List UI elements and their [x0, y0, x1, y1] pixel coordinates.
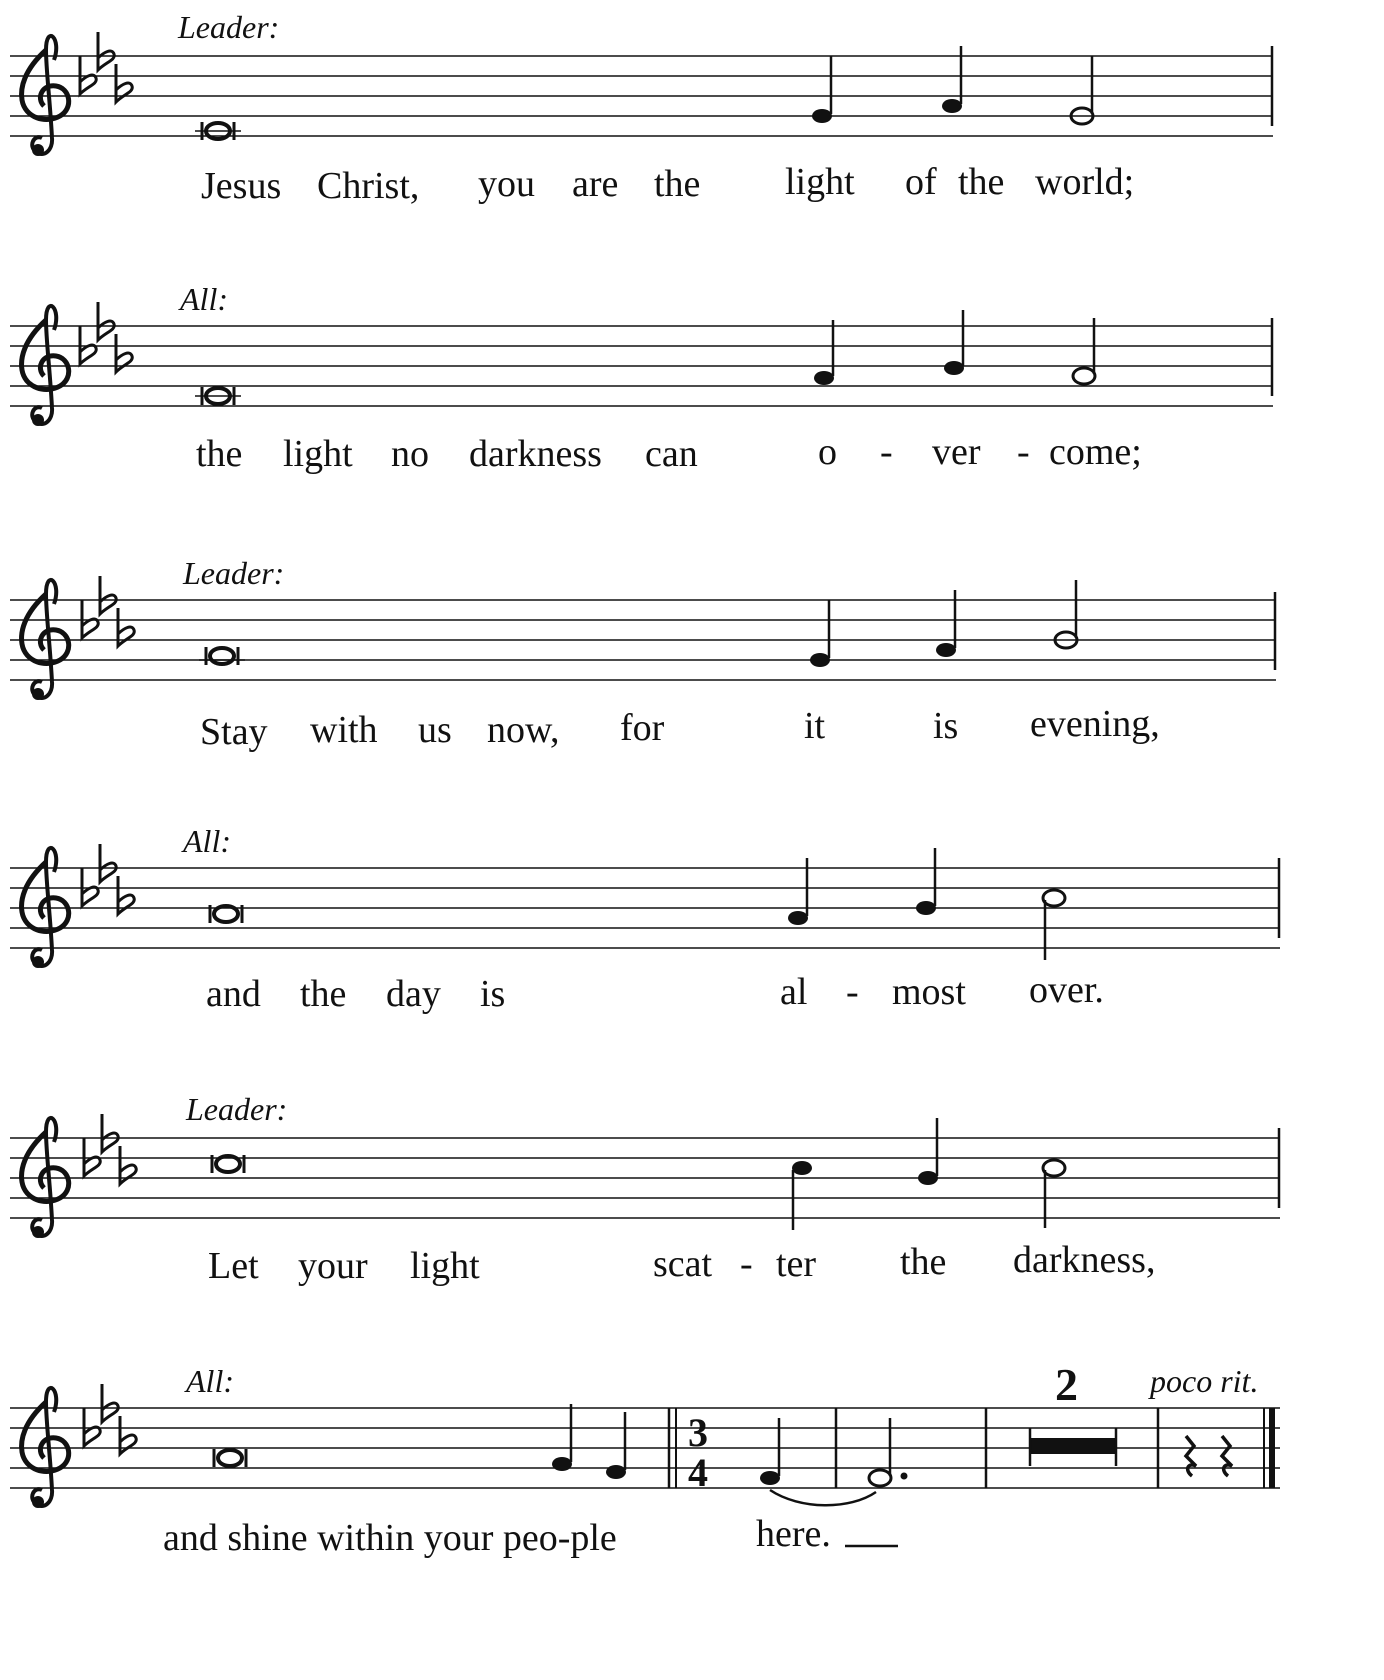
lyric-word: it	[804, 705, 826, 747]
lyrics	[200, 703, 1160, 753]
lyric-word: over.	[1029, 969, 1104, 1011]
lyrics	[206, 969, 1104, 1015]
lyric-word: with	[310, 709, 378, 751]
lyric-word: the	[958, 161, 1005, 203]
lyric-word: and	[206, 973, 261, 1015]
key-signature	[84, 1114, 136, 1184]
speaker-label: All:	[183, 823, 231, 859]
note-quarter	[606, 1412, 626, 1479]
system-2	[10, 281, 1273, 475]
lyric-syllable: scat	[653, 1243, 713, 1285]
lyric-word: here.	[756, 1513, 831, 1555]
note-quarter	[792, 1161, 812, 1230]
lyric-word: light	[410, 1245, 480, 1287]
system-6	[10, 1359, 1280, 1559]
tie	[770, 1490, 876, 1505]
lyric-line: and shine within your peo-ple	[163, 1517, 617, 1559]
lyric-word: day	[386, 973, 441, 1015]
lyric-word: the	[196, 433, 243, 475]
system-5	[10, 1091, 1280, 1287]
hyphen: -	[880, 431, 893, 473]
key-signature	[82, 576, 134, 646]
hyphen: -	[1017, 431, 1030, 473]
time-signature-top: 3	[688, 1410, 708, 1455]
lyric-word: darkness	[469, 433, 602, 475]
key-signature	[80, 302, 132, 372]
multirest-count: 2	[1055, 1359, 1078, 1410]
lyric-word: you	[478, 163, 535, 205]
note-quarter	[812, 56, 832, 123]
note-breve	[195, 387, 241, 405]
lyric-word: Stay	[200, 711, 268, 753]
lyric-word: your	[298, 1245, 368, 1287]
note-quarter	[916, 848, 936, 915]
note-half	[1073, 318, 1095, 384]
lyric-word: now,	[487, 709, 560, 751]
lyric-word: darkness,	[1013, 1239, 1156, 1281]
lyrics	[163, 1513, 898, 1559]
key-signature	[80, 32, 132, 102]
lyric-word: world;	[1035, 161, 1135, 203]
note-quarter	[552, 1404, 572, 1471]
key-signature	[84, 1384, 136, 1454]
speaker-label: All:	[186, 1363, 234, 1399]
lyric-syllable: o	[818, 431, 837, 473]
note-quarter	[810, 600, 830, 667]
speaker-label: Leader:	[178, 9, 280, 45]
lyric-word: light	[785, 161, 855, 203]
note-half	[1071, 56, 1093, 124]
lyric-syllable: come;	[1049, 431, 1142, 473]
lyric-word: Let	[208, 1245, 259, 1287]
time-signature-bottom: 4	[688, 1450, 708, 1495]
hyphen: -	[846, 971, 859, 1013]
note-half	[1043, 890, 1065, 960]
lyric-word: us	[418, 709, 452, 751]
speaker-label: Leader:	[186, 1091, 288, 1127]
note-quarter	[814, 320, 834, 385]
quarter-rest-icon	[1186, 1436, 1196, 1476]
speaker-label: Leader:	[183, 555, 285, 591]
lyric-word: no	[391, 433, 429, 475]
lyric-word: evening,	[1030, 703, 1160, 745]
staff	[10, 1128, 1280, 1218]
lyric-word: light	[283, 433, 353, 475]
system-3	[10, 555, 1276, 753]
note-breve	[195, 122, 241, 140]
lyrics	[208, 1239, 1155, 1287]
lyric-word: is	[480, 973, 506, 1015]
lyric-word: the	[654, 163, 701, 205]
note-breve	[199, 647, 245, 665]
quarter-rest-icon	[1222, 1436, 1232, 1476]
lyric-word: of	[905, 161, 937, 203]
key-signature	[82, 844, 134, 914]
lyrics	[201, 161, 1134, 207]
hyphen: -	[740, 1243, 753, 1285]
lyric-word: Christ,	[317, 165, 420, 207]
lyric-syllable: most	[892, 971, 966, 1013]
system-1	[10, 9, 1273, 207]
lyric-syllable: ver	[932, 431, 981, 473]
lyrics	[196, 431, 1142, 475]
tempo-mark: poco rit.	[1150, 1363, 1259, 1399]
lyric-word: are	[572, 163, 619, 205]
speaker-label: All:	[180, 281, 228, 317]
note-quarter	[944, 310, 964, 375]
lyric-word: Jesus	[201, 165, 282, 207]
lyric-word: for	[620, 707, 665, 749]
multirest	[1030, 1438, 1116, 1454]
lyric-word: the	[900, 1241, 947, 1283]
lyric-word: the	[300, 973, 347, 1015]
staff	[10, 318, 1273, 406]
lyric-word: is	[933, 705, 959, 747]
lyric-syllable: ter	[776, 1243, 817, 1285]
system-4	[10, 823, 1280, 1015]
note-quarter	[918, 1118, 938, 1185]
note-half	[1055, 580, 1077, 648]
lyric-word: can	[645, 433, 698, 475]
staff	[10, 592, 1276, 680]
lyric-syllable: al	[780, 971, 808, 1013]
note-breve	[214, 1449, 246, 1467]
staff	[10, 858, 1280, 948]
